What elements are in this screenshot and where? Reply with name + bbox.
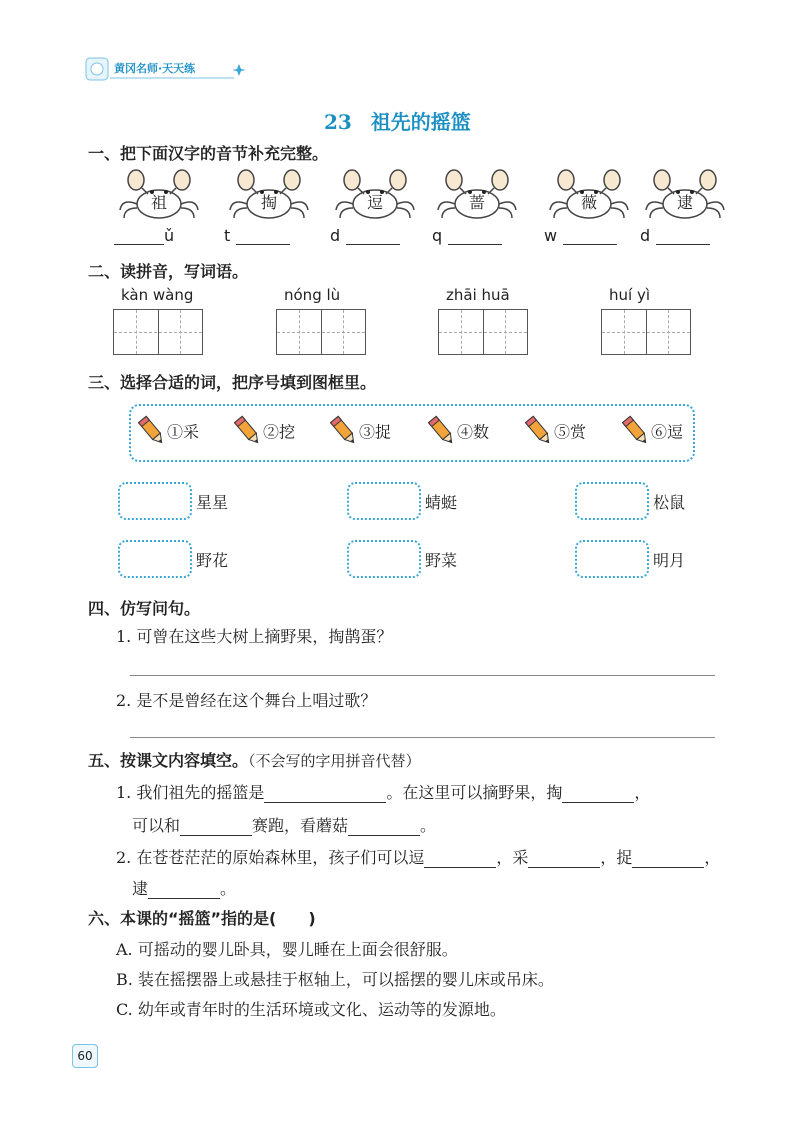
fill-blank[interactable] (348, 819, 420, 836)
option-item (329, 414, 391, 448)
target-word: 松鼠 (653, 493, 686, 512)
fill-blank[interactable] (148, 882, 220, 899)
option-item (524, 414, 586, 448)
section1-heading: 一、把下面汉字的音节补充完整。 (88, 144, 329, 163)
fill-blank[interactable] (562, 786, 634, 803)
pencil-icon (621, 414, 651, 448)
writing-grid[interactable] (113, 309, 203, 355)
pencil-icon (524, 414, 554, 448)
crab-character: 逮 (676, 193, 693, 212)
brand-text: 黄冈名师·天天练 (114, 62, 196, 75)
option-label: ④数 (457, 422, 490, 442)
pinyin-initial: w (544, 226, 558, 245)
fill-blank[interactable] (563, 228, 617, 245)
pencil-icon (427, 414, 457, 448)
text-fragment: 逮 (132, 879, 149, 898)
crab-character: 薇 (580, 193, 597, 212)
crab-illustration (432, 168, 522, 228)
crab-character: 祖 (150, 193, 167, 212)
option-label: ⑤赏 (554, 422, 587, 442)
lesson-name: 祖先的摇篮 (370, 110, 471, 134)
pinyin-blank[interactable] (640, 226, 710, 245)
section5-line3 (116, 845, 720, 868)
crab-character: 逗 (366, 193, 383, 212)
answer-box[interactable] (347, 540, 421, 578)
crab-character: 掏 (260, 193, 277, 212)
choice-c[interactable]: C. 幼年或青年时的生活环境或文化、运动等的发源地。 (116, 1000, 506, 1019)
crab-illustration (544, 168, 634, 228)
fill-blank[interactable] (264, 786, 386, 803)
section5-heading-row (88, 748, 421, 771)
section5-line1 (116, 780, 650, 803)
section5-line4 (132, 876, 236, 899)
pencil-icon (329, 414, 359, 448)
answer-box[interactable] (118, 540, 192, 578)
pinyin-initial: q (432, 226, 443, 245)
text-fragment: 2. 在苍苍茫茫的原始森林里，孩子们可以逗 (116, 848, 425, 867)
option-label: ②挖 (263, 422, 296, 442)
pinyin-final: ǔ (164, 226, 175, 245)
text-fragment: 。 (220, 879, 237, 898)
option-item (233, 414, 295, 448)
options-box (129, 404, 695, 462)
lesson-number: 23 (324, 110, 352, 134)
writing-grid[interactable] (276, 309, 366, 355)
answer-box[interactable] (575, 540, 649, 578)
header-logo (84, 56, 254, 84)
pinyin-initial: d (640, 226, 651, 245)
answer-box[interactable] (347, 482, 421, 520)
option-label: ①采 (167, 422, 200, 442)
text-fragment: 1. 我们祖先的摇篮是 (116, 783, 265, 802)
option-item (137, 414, 199, 448)
section2-heading: 二、读拼音，写词语。 (88, 262, 249, 281)
page-number: 60 (77, 1049, 93, 1063)
target-word: 野菜 (425, 551, 458, 570)
option-label: ③捉 (359, 422, 392, 442)
text-fragment: 可以和 (132, 816, 181, 835)
text-fragment: 。在这里可以摘野果，掏 (386, 783, 563, 802)
text-fragment: 。 (420, 816, 437, 835)
crab-illustration (224, 168, 314, 228)
pinyin-word: zhāi huā (446, 286, 510, 304)
answer-box[interactable] (575, 482, 649, 520)
option-item (427, 414, 489, 448)
pinyin-blank[interactable] (224, 226, 290, 245)
crab-illustration (114, 168, 204, 228)
pinyin-word: kàn wàng (121, 286, 194, 304)
fill-blank[interactable] (632, 851, 704, 868)
crab-illustration (640, 168, 730, 228)
pinyin-initial: t (224, 226, 231, 245)
section5-heading: 五、按课文内容填空。 (88, 751, 249, 770)
fill-blank[interactable] (180, 819, 252, 836)
fill-blank[interactable] (236, 228, 290, 245)
writing-grid[interactable] (601, 309, 691, 355)
section5-note: （不会写的字用拼音代替） (248, 752, 421, 770)
choice-a[interactable]: A. 可摇动的婴儿卧具，婴儿睡在上面会很舒服。 (116, 940, 458, 959)
fill-blank[interactable] (424, 851, 496, 868)
page-number-badge (72, 1044, 98, 1068)
lesson-title (324, 106, 471, 135)
pinyin-word: nóng lù (284, 286, 341, 304)
option-item (621, 414, 683, 448)
pencil-icon (233, 414, 263, 448)
choice-b[interactable]: B. 装在摇摆器上或悬挂于枢轴上，可以摇摆的婴儿床或吊床。 (116, 970, 554, 989)
text-fragment: 赛跑，看蘑菇 (252, 816, 349, 835)
section4-item-1: 1. 可曾在这些大树上摘野果，掏鹊蛋？ (116, 627, 393, 646)
writing-grid[interactable] (438, 309, 528, 355)
answer-line-2[interactable] (130, 737, 715, 738)
fill-blank[interactable] (528, 851, 600, 868)
fill-blank[interactable] (656, 228, 710, 245)
option-label: ⑥逗 (651, 422, 684, 442)
fill-blank[interactable] (346, 228, 400, 245)
fill-blank[interactable] (114, 228, 164, 245)
pinyin-blank[interactable] (330, 226, 400, 245)
section3-heading: 三、选择合适的词，把序号填到图框里。 (88, 373, 377, 392)
text-fragment: ， (634, 783, 651, 802)
crab-illustration (330, 168, 420, 228)
text-fragment: ，采 (496, 848, 529, 867)
pencil-icon (137, 414, 167, 448)
pinyin-word: huí yì (609, 286, 650, 304)
section4-heading: 四、仿写问句。 (88, 599, 201, 618)
pinyin-blank[interactable] (432, 226, 502, 245)
fill-blank[interactable] (448, 228, 502, 245)
target-word: 星星 (196, 493, 229, 512)
section5-line2 (132, 813, 436, 836)
answer-line-1[interactable] (130, 675, 715, 676)
answer-box[interactable] (118, 482, 192, 520)
text-fragment: ， (704, 848, 721, 867)
pinyin-initial: d (330, 226, 341, 245)
crab-character: 蔷 (468, 193, 485, 212)
target-word: 蜻蜓 (425, 493, 458, 512)
section6-heading: 六、本课的“摇篮”指的是( ) (88, 909, 316, 928)
pinyin-blank[interactable] (114, 226, 174, 245)
text-fragment: ，捉 (600, 848, 633, 867)
target-word: 明月 (653, 551, 686, 570)
pinyin-blank[interactable] (544, 226, 617, 245)
section4-item-2: 2. 是不是曾经在这个舞台上唱过歌？ (116, 691, 377, 710)
target-word: 野花 (196, 551, 229, 570)
